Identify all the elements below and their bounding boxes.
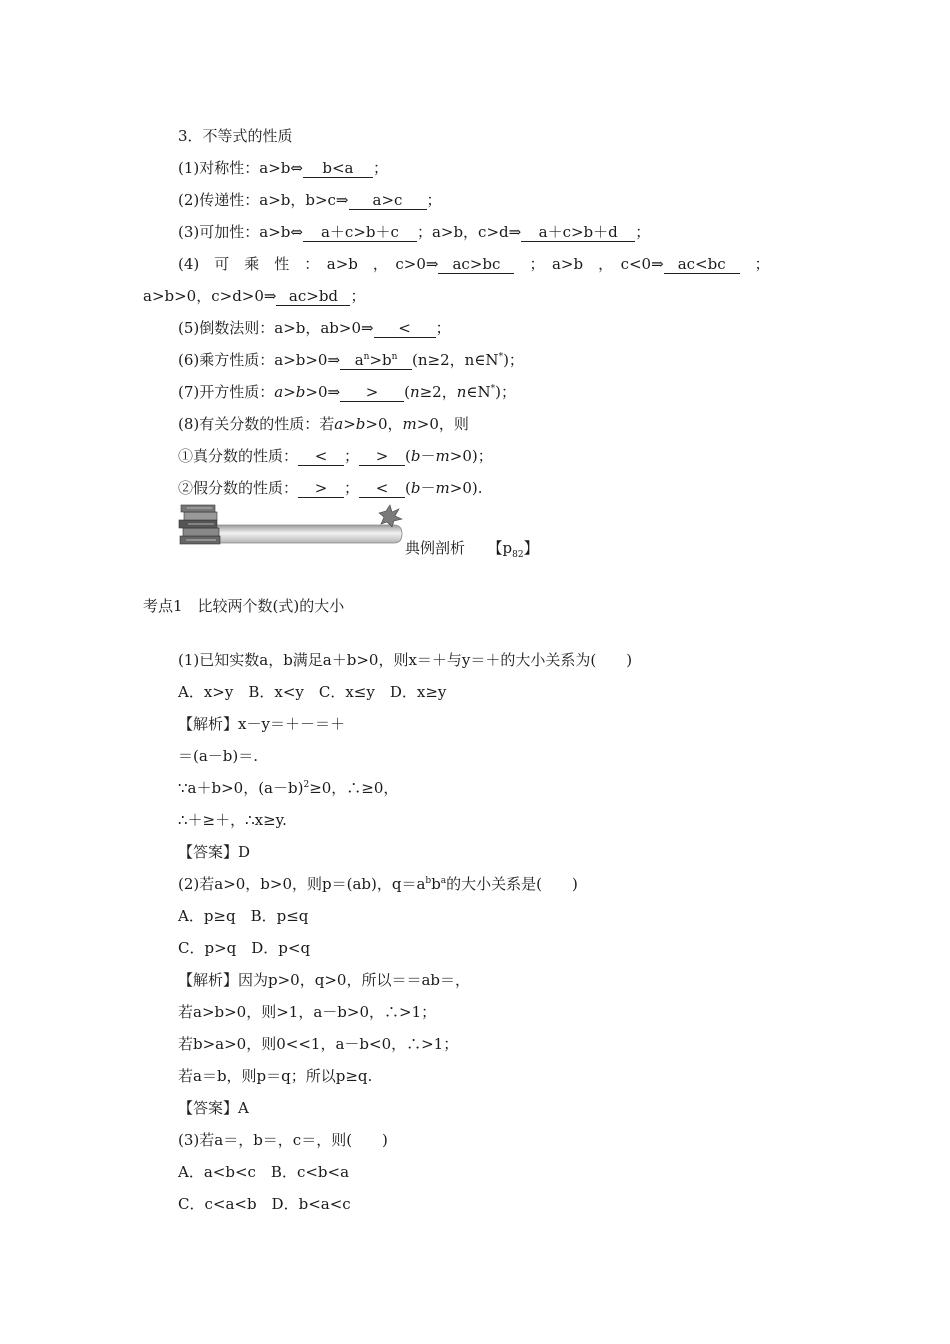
- ex1-jiexi-1: [178, 714, 345, 734]
- label-tag: 【答案】: [178, 1099, 239, 1117]
- text: 若b>a>0，则0<<1，a－b<0，∴>1；: [178, 1035, 459, 1053]
- answer-blank: a＋c>b＋d: [521, 224, 635, 242]
- books-icon: [179, 505, 220, 544]
- text: ；: [372, 159, 388, 177]
- property-5: [178, 318, 451, 338]
- answer-blank: <: [374, 320, 436, 338]
- text: ；: [739, 255, 770, 273]
- answer-blank: <: [298, 448, 344, 466]
- text: ；: [435, 319, 451, 337]
- answer-blank: ac>bc: [438, 256, 514, 274]
- superscript: b: [425, 876, 432, 886]
- subscript: 82: [512, 550, 524, 560]
- text: >: [283, 383, 296, 401]
- text: a: [354, 351, 364, 369]
- text: (4) 可 乘 性 ： a>b ， c>0⇒: [178, 255, 439, 273]
- ex2-jiexi-2: [178, 1002, 436, 1022]
- text: D: [238, 843, 251, 861]
- superscript: *: [490, 384, 496, 394]
- property-8b: [178, 478, 482, 498]
- text: (: [405, 479, 411, 497]
- text: >0)；: [449, 447, 493, 465]
- text: ； a>b ， c<0⇒: [514, 255, 664, 273]
- text: ；: [344, 447, 360, 465]
- property-1: [178, 158, 388, 178]
- ex2-options-2: [178, 938, 310, 958]
- text: >: [343, 415, 356, 433]
- var: b: [355, 415, 366, 433]
- label-tag: 【解析】: [178, 715, 239, 733]
- text: (1)已知实数a，b满足a＋b>0，则x＝＋与y＝＋的大小关系为( ): [178, 651, 633, 669]
- text: ∈N: [466, 383, 491, 401]
- text: ∵a＋b>0，(a－b): [178, 779, 304, 797]
- text: A．a<b<c B．c<b<a: [178, 1163, 350, 1181]
- text: ②假分数的性质：: [178, 479, 299, 497]
- text: －: [420, 479, 436, 497]
- ex1-jiexi-2: [178, 746, 258, 766]
- answer-blank: >: [298, 480, 344, 498]
- text: x－y＝＋－＝＋: [238, 715, 345, 733]
- text: ∴＋≥＋，∴x≥y.: [178, 811, 287, 829]
- text: (5)倒数法则：a>b，ab>0⇒: [178, 319, 374, 337]
- text: 因为p>0，q>0，所以＝＝ab＝，: [238, 971, 470, 989]
- text: >0，则: [416, 415, 469, 433]
- section-banner-label: [405, 538, 539, 558]
- answer-blank: ac>bd: [276, 288, 350, 306]
- text: >0，: [365, 415, 403, 433]
- text: (3)若a＝，b＝，c＝，则( ): [178, 1131, 388, 1149]
- leaf-icon: [379, 505, 402, 527]
- answer-blank: <: [359, 480, 405, 498]
- ex1-options: [178, 682, 446, 702]
- text: (2)传递性：a>b，b>c⇒: [178, 191, 349, 209]
- ex3-options-2: [178, 1194, 351, 1214]
- answer-blank: a>c: [349, 192, 427, 210]
- ex2-jiexi-4: [178, 1066, 372, 1086]
- text: a>b>0，c>d>0⇒: [143, 287, 277, 305]
- var: a: [274, 383, 284, 401]
- var: b: [410, 479, 421, 497]
- text: 的大小关系是( ): [446, 875, 578, 893]
- ex2-jiexi-1: [178, 970, 470, 990]
- text: ；: [426, 191, 442, 209]
- text: (1)对称性：a>b⇔: [178, 159, 303, 177]
- property-3: [178, 222, 650, 242]
- var: b: [410, 447, 421, 465]
- section-title: [178, 126, 293, 146]
- text: >0⇒: [305, 383, 341, 401]
- var: m: [435, 479, 450, 497]
- text: A．x>y B．x<y C．x≤y D．x≥y: [178, 683, 447, 701]
- ex1-jiexi-4: [178, 810, 287, 830]
- superscript: n: [391, 352, 398, 362]
- ex1-jiexi-3: [178, 778, 398, 798]
- answer-blank: ac<bc: [664, 256, 740, 274]
- answer-blank: >: [359, 448, 405, 466]
- superscript: n: [363, 352, 370, 362]
- label-tag: 【答案】: [178, 843, 239, 861]
- text: A．p≥q B．p≤q: [178, 907, 309, 925]
- answer-blank: b<a: [303, 160, 373, 178]
- text: (: [405, 447, 411, 465]
- var: n: [456, 383, 467, 401]
- text: 典例剖析: [405, 539, 466, 557]
- text: ；: [344, 479, 360, 497]
- ex2-options-1: [178, 906, 308, 926]
- text: ；: [635, 223, 651, 241]
- superscript: a: [440, 876, 447, 886]
- text: (8)有关分数的性质：若: [178, 415, 335, 433]
- property-4-cont: [143, 286, 366, 306]
- text: (2)若a>0，b>0，则p＝(ab)，q＝a: [178, 875, 426, 893]
- text: ①真分数的性质：: [178, 447, 299, 465]
- text: (7)开方性质：: [178, 383, 275, 401]
- kaodian-title: [143, 596, 344, 616]
- answer-blank: [340, 352, 412, 370]
- ex2-question: [178, 874, 578, 894]
- property-8a: [178, 446, 493, 466]
- text: (6)乘方性质：a>b>0⇒: [178, 351, 341, 369]
- text: 【p: [495, 539, 513, 557]
- property-7: [178, 382, 516, 402]
- property-6: [178, 350, 524, 370]
- text: ＝(a－b)＝.: [178, 747, 259, 765]
- ex1-answer: [178, 842, 250, 862]
- text: (n≥2，n∈N: [412, 351, 499, 369]
- property-2: [178, 190, 442, 210]
- text: 若a>b>0，则>1，a－b>0，∴>1；: [178, 1003, 437, 1021]
- text: －: [420, 447, 436, 465]
- text: C．c<a<b D．b<a<c: [178, 1195, 351, 1213]
- var: a: [334, 415, 344, 433]
- answer-blank: >: [340, 384, 404, 402]
- label-tag: 【解析】: [178, 971, 239, 989]
- var: m: [402, 415, 417, 433]
- text: C．p>q D．p<q: [178, 939, 311, 957]
- var: b: [295, 383, 306, 401]
- text: A: [238, 1099, 249, 1117]
- text: 若a＝b，则p＝q；所以p≥q.: [178, 1067, 373, 1085]
- text: )；: [503, 351, 524, 369]
- ex3-options-1: [178, 1162, 349, 1182]
- section-title-text: 3．不等式的性质: [178, 127, 293, 145]
- text: >0).: [449, 479, 483, 497]
- superscript: *: [498, 352, 504, 362]
- text: b: [431, 875, 441, 893]
- ex1-question: [178, 650, 632, 670]
- text: 考点1 比较两个数(式)的大小: [143, 597, 345, 615]
- section-banner-graphic: [178, 503, 408, 553]
- text: ≥0，∴≥0，: [309, 779, 399, 797]
- ex2-answer: [178, 1098, 249, 1118]
- text: (: [404, 383, 410, 401]
- var: m: [435, 447, 450, 465]
- text: ；a>b，c>d⇒: [416, 223, 522, 241]
- answer-blank: a＋c>b＋c: [303, 224, 417, 242]
- superscript: 2: [303, 780, 310, 790]
- text: (3)可加性：a>b⇔: [178, 223, 303, 241]
- property-4: [178, 254, 770, 274]
- text: >b: [369, 351, 392, 369]
- ex2-jiexi-3: [178, 1034, 458, 1054]
- var: n: [409, 383, 420, 401]
- text: ；: [350, 287, 366, 305]
- property-8: [178, 414, 469, 434]
- ex3-question: [178, 1130, 388, 1150]
- banner-bar: [208, 525, 402, 543]
- text: ≥2，: [419, 383, 457, 401]
- text: )；: [495, 383, 516, 401]
- text: 】: [523, 539, 539, 557]
